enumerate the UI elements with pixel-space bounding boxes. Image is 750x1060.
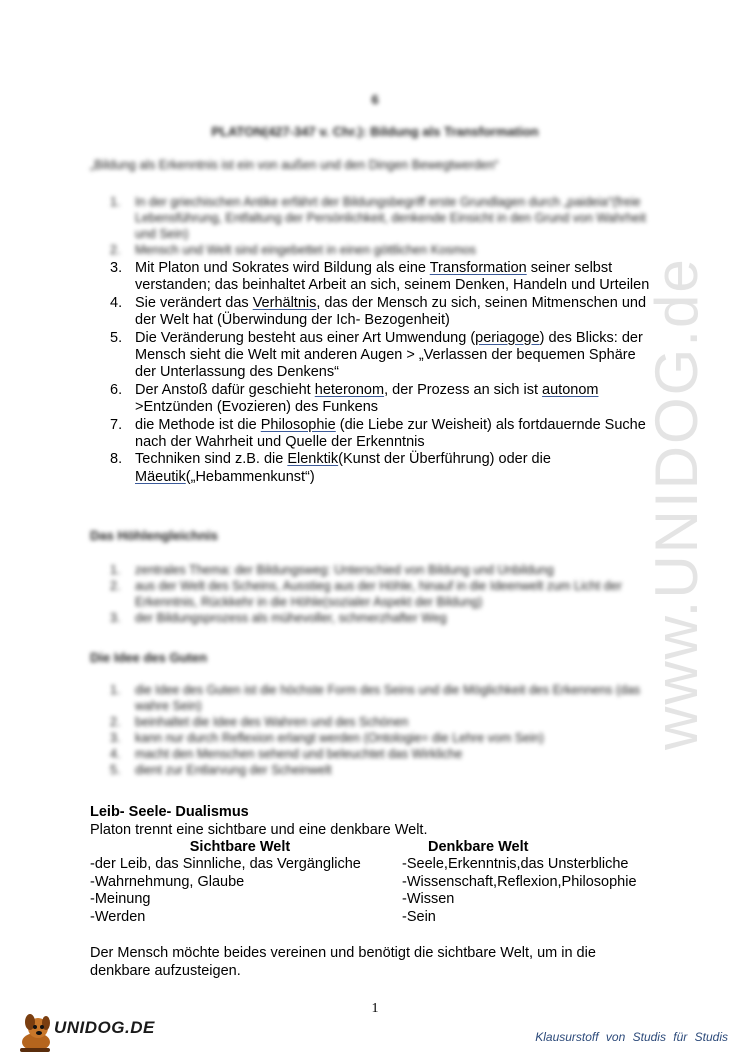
hoehlengleichnis-list (110, 562, 650, 626)
list-item (110, 242, 650, 258)
page-number-top: 6 (371, 92, 379, 107)
list-text: die Methode ist die (135, 416, 261, 433)
list-text: Sie verändert das (135, 294, 253, 311)
list-item (110, 730, 650, 746)
key-term: Verhältnis (252, 294, 317, 311)
list-number: 3. (110, 611, 121, 625)
list-item (110, 451, 650, 486)
list-item (110, 682, 650, 714)
list-item (110, 194, 650, 242)
list-text: die Idee des Guten ist die höchste Form des Seins und die Möglichkeit des Erkennens (das wahre Sein) (135, 683, 641, 713)
list-text: Mit Platon und Sokrates wird Bildung als eine (135, 260, 430, 276)
list-number: 4. (110, 747, 121, 761)
thinkable-world-item: -Wissen (402, 891, 455, 908)
list-item (110, 330, 650, 382)
list-item (110, 578, 650, 610)
list-text: zentrales Thema: der Bildungsweg: Unterschied von Bildung und Unbildung (135, 563, 554, 577)
thinkable-world-item: -Sein (402, 908, 436, 925)
list-number: 8. (110, 451, 123, 468)
section-heading-idee-des-guten: Die Idee des Guten (90, 650, 208, 665)
logo-text: UNIDOG.DE (54, 1018, 155, 1037)
list-number: 1. (110, 563, 121, 577)
visible-world-item: -Wahrnehmung, Glaube (90, 873, 245, 890)
list-number: 7. (110, 416, 123, 433)
list-number: 1. (110, 195, 121, 209)
document-title: PLATON(427-347 v. Chr.): Bildung als Transformation (211, 124, 539, 139)
thinkable-world-column (402, 839, 672, 926)
visible-world-item: -Meinung (90, 891, 151, 908)
list-number: 5. (110, 329, 123, 346)
list-number: 3. (110, 260, 123, 276)
list-item (110, 762, 650, 778)
list-number: 2. (110, 243, 121, 257)
list-text: aus der Welt des Scheins, Ausstieg aus der Höhle, hinauf in die Ideenwelt zum Licht der Erkenntnis, Rückkehr in die Höhle(sozialer Aspekt der Bildung) (135, 579, 622, 609)
list-text: („Hebammenkunst“) (185, 468, 315, 485)
list-item (110, 746, 650, 762)
key-term: Transformation (429, 260, 527, 276)
list-text: >Entzünden (Evozieren) des Funkens (135, 399, 379, 416)
intro-quote: „Bildung als Erkenntnis ist ein von außen und den Dingen Bewegtwerden“ (90, 158, 499, 172)
dualism-heading: Leib- Seele- Dualismus (90, 804, 249, 820)
visible-world-heading: Sichtbare Welt (189, 839, 291, 855)
list-text: seiner selbst verstanden; das beinhaltet Arbeit an sich, seinem Denken, Handeln und Urteilen (135, 260, 650, 294)
list-text: In der griechischen Antike erfährt der Bildungsbegriff erste Grundlagen durch „paideia“(freie Lebensführung, Entfaltung der Persönlichkeit, denkende Einsicht in den Grund von Wahrheit und Sein) (135, 195, 646, 241)
list-number: 3. (110, 731, 121, 745)
visible-world-item: -Werden (90, 908, 146, 925)
thinkable-world-heading: Denkbare Welt (428, 839, 529, 855)
list-number: 4. (110, 294, 123, 311)
list-item (110, 610, 650, 626)
key-term: heteronom (314, 381, 385, 398)
list-text: (Kunst der Überführung) oder die (338, 451, 551, 468)
list-text: , der Prozess an sich ist (384, 381, 543, 398)
thinkable-world-item: -Seele,Erkenntnis,das Unsterbliche (402, 856, 629, 873)
list-item (110, 382, 650, 417)
watermark: www.UNIDOG.de (643, 257, 710, 750)
list-number: 6. (110, 381, 123, 398)
list-text: beinhaltet die Idee des Wahren und des Schönen (135, 715, 409, 729)
section-heading-hoehlengleichnis: Das Höhlengleichnis (90, 528, 218, 543)
key-term: autonom (542, 381, 599, 398)
visible-world-column (90, 839, 390, 926)
list-item (110, 562, 650, 578)
dualism-intro: Platon trennt eine sichtbare und eine denkbare Welt. (90, 822, 428, 838)
list-text: der Bildungsprozess als mühevoller, schmerzhafter Weg (135, 611, 447, 625)
footer-tagline: Klausurstoff von Studis für Studis (535, 1030, 728, 1044)
list-text: Mensch und Welt sind eingebettet in einen göttlichen Kosmos (135, 243, 476, 257)
visible-world-item: -der Leib, das Sinnliche, das Vergängliche (90, 856, 361, 873)
list-item (110, 295, 650, 330)
key-term: periagoge (475, 329, 540, 346)
list-text: Der Anstoß dafür geschieht (135, 381, 315, 398)
list-text: Die Veränderung besteht aus einer Art Umwendung ( (135, 329, 476, 346)
list-number: 2. (110, 715, 121, 729)
list-number: 2. (110, 579, 121, 593)
footer-page-number: 1 (371, 1001, 379, 1016)
idee-des-guten-list (110, 682, 650, 778)
bildung-list (110, 194, 650, 486)
list-text: , das der Mensch zu sich, seinen Mitmenschen und der Welt hat (Überwindung der Ich- Bezogenheit) (135, 294, 647, 329)
list-text: Techniken sind z.B. die (135, 451, 288, 468)
conclusion-text: Der Mensch möchte beides vereinen und benötigt die sichtbare Welt, um in die denkbare aufzusteigen. (90, 945, 596, 979)
list-item (110, 417, 650, 452)
key-term: Philosophie (260, 416, 336, 433)
list-item (110, 260, 650, 295)
list-text: (die Liebe zur Weisheit) als fortdauernde Suche nach der Wahrheit und Quelle der Erkenntnis (135, 416, 646, 451)
thinkable-world-item: -Wissenschaft,Reflexion,Philosophie (402, 873, 637, 890)
key-term: Mäeutik (135, 468, 186, 485)
list-number: 5. (110, 763, 121, 777)
list-text: dient zur Entlarvung der Scheinwelt (135, 763, 332, 777)
list-number: 1. (110, 683, 121, 697)
key-term: Elenktik (287, 451, 339, 468)
list-text: ) des Blicks: der Mensch sieht die Welt mit anderen Augen > „Verlassen der bequemen Sphäre der Unterlassung des Denkens“ (135, 329, 643, 381)
list-text: kann nur durch Reflexion erlangt werden (Ontologie= die Lehre vom Sein) (135, 731, 544, 745)
list-text: macht den Menschen sehend und beleuchtet das Wirkliche (135, 747, 463, 761)
list-item (110, 714, 650, 730)
